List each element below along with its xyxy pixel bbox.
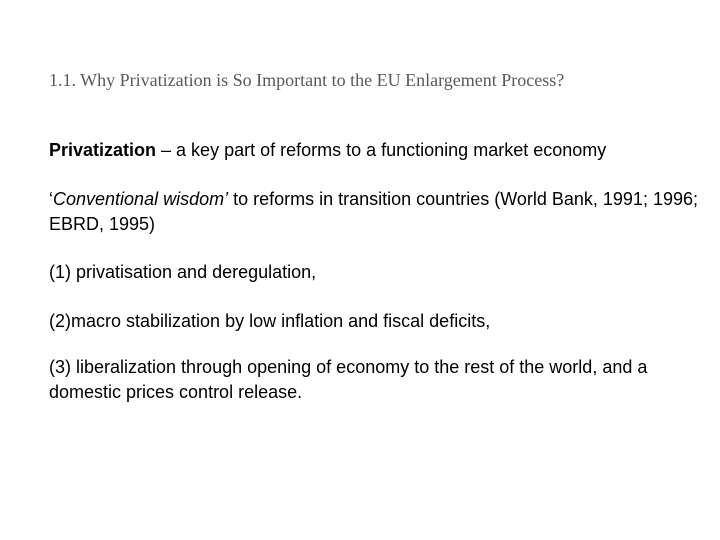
paragraph-conventional-wisdom — [49, 187, 699, 237]
privatization-term: Privatization — [49, 140, 157, 160]
open-quote: ‘ — [49, 189, 53, 209]
list-item-1: (1) privatisation and deregulation, — [49, 262, 317, 282]
list-item-2: (2)macro stabilization by low inflation and fiscal deficits, — [49, 311, 491, 331]
conventional-wisdom-term: Conventional wisdom’ — [53, 189, 229, 209]
conventional-wisdom-description: to reforms in transition countries (World Bank, 1991; 1996; EBRD, 1995) — [49, 189, 698, 234]
list-item-3: (3) liberalization through opening of economy to the rest of the world, and a domestic prices control release. — [49, 357, 648, 402]
slide-title: 1.1. Why Privatization is So Important to the EU Enlargement Process? — [49, 70, 565, 90]
paragraph-privatization — [49, 138, 699, 163]
privatization-description: – a key part of reforms to a functioning market economy — [156, 140, 607, 160]
